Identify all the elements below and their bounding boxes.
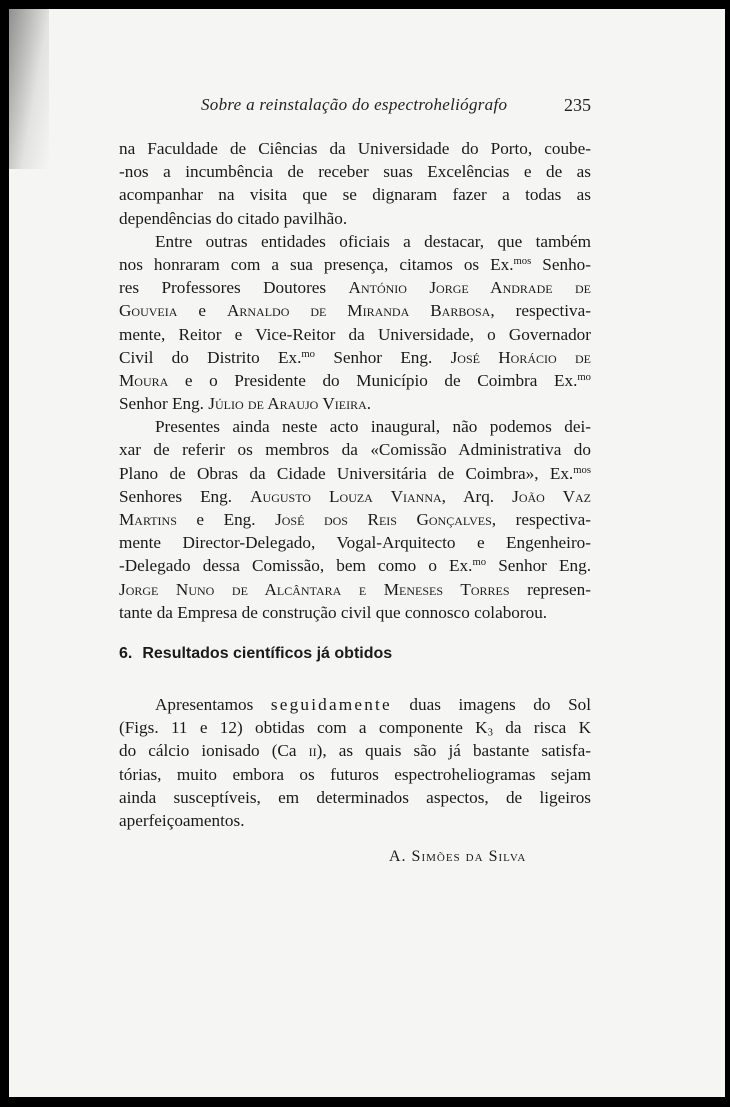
text-line: tórias, muito embora os futuros espectroheliogramas sejam: [119, 764, 591, 784]
text-line: -Delegado dessa Comissão, bem como o Ex.$^{mo}$ Senhor Eng.: [119, 556, 591, 576]
person-name: Jorge Nuno de Alcântara e Meneses Torres: [119, 579, 510, 599]
text-line: nos honraram com a sua presença, citamos os Ex.$^{mos}$ Senho-: [119, 254, 591, 274]
emphasis-spaced: seguidamente: [270, 695, 392, 714]
author-signature: A. Simões da Silva: [389, 848, 527, 865]
text-line: Martins e Eng. José dos Reis Gonçalves, respectiva-: [119, 510, 591, 529]
person-name: Gouveia: [119, 301, 178, 321]
person-name: Moura: [119, 370, 169, 390]
person-name: José dos Reis Gonçalves: [275, 510, 492, 529]
person-name: Augusto Louza Vianna: [250, 486, 442, 506]
person-name: Martins: [119, 510, 177, 529]
running-title: Sobre a reinstalação do espectroheliógrafo: [201, 95, 508, 114]
body-text: [119, 137, 591, 624]
text-line: mente Director-Delegado, Vogal-Arquitecto e Engenheiro-: [119, 533, 591, 553]
text-line: acompanhar na visita que se dignaram fazer a todas as: [119, 185, 591, 205]
text-line: xar de referir os membros da «Comissão Administrativa do: [119, 440, 591, 460]
text-line: Presentes ainda neste acto inaugural, não podemos dei-: [155, 417, 591, 437]
text-line: do cálcio ionisado (Ca ii), as quais são já bastante satisfa-: [119, 741, 591, 761]
text-line: (Figs. 11 e 12) obtidas com a componente $K_3$ da risca K: [119, 718, 591, 739]
text-line: Apresentamos seguidamente duas imagens do Sol: [155, 695, 591, 714]
results-paragraph: [119, 693, 591, 832]
text-line: ainda susceptíveis, em determinados aspectos, de ligeiros: [119, 787, 591, 807]
text-line: tante da Empresa de construção civil que connosco colaborou.: [119, 602, 548, 622]
section-number: 6.: [119, 645, 133, 662]
text-line: Senhor Eng. Júlio de Araujo Vieira.: [119, 394, 372, 414]
person-name: António Jorge Andrade de: [348, 278, 592, 298]
text-line: na Faculdade de Ciências da Universidade do Porto, coube-: [119, 139, 591, 158]
person-name: Arnaldo de Miranda Barbosa: [226, 301, 491, 321]
page: [9, 9, 725, 1097]
text-line: dependências do citado pavilhão.: [119, 208, 348, 228]
text-line: Senhores Eng. Augusto Louza Vianna, Arq. João Vaz: [119, 486, 591, 506]
scan-smudge: [9, 9, 49, 169]
text-line: Civil do Distrito Ex.$^{mo}$ Senhor Eng. José Horácio de: [119, 347, 591, 367]
person-name: João Vaz: [512, 486, 591, 506]
text-line: Moura e o Presidente do Município de Coimbra Ex.$^{mo}$: [119, 370, 591, 390]
text-line: Entre outras entidades oficiais a destacar, que também: [155, 231, 591, 251]
page-number: 235: [564, 95, 591, 115]
section-title: Resultados científicos já obtidos: [142, 645, 393, 662]
person-name: Júlio de Araujo Vieira: [208, 394, 367, 414]
text-line: Gouveia e Arnaldo de Miranda Barbosa, respectiva-: [119, 301, 592, 321]
text-line: res Professores Doutores António Jorge Andrade de: [119, 278, 592, 298]
text-line: Jorge Nuno de Alcântara e Meneses Torres represen-: [119, 579, 592, 599]
section-heading: [119, 645, 392, 663]
person-name: José Horácio de: [450, 347, 591, 367]
text-line: mente, Reitor e Vice-Reitor da Universidade, o Governador: [119, 324, 591, 344]
text-line: Plano de Obras da Cidade Universitária de Coimbra», Ex.$^{mos}$: [119, 463, 591, 483]
text-line: aperfeiçoamentos.: [119, 810, 245, 830]
text-line: -nos a incumbência de receber suas Excelências e de as: [119, 162, 591, 182]
